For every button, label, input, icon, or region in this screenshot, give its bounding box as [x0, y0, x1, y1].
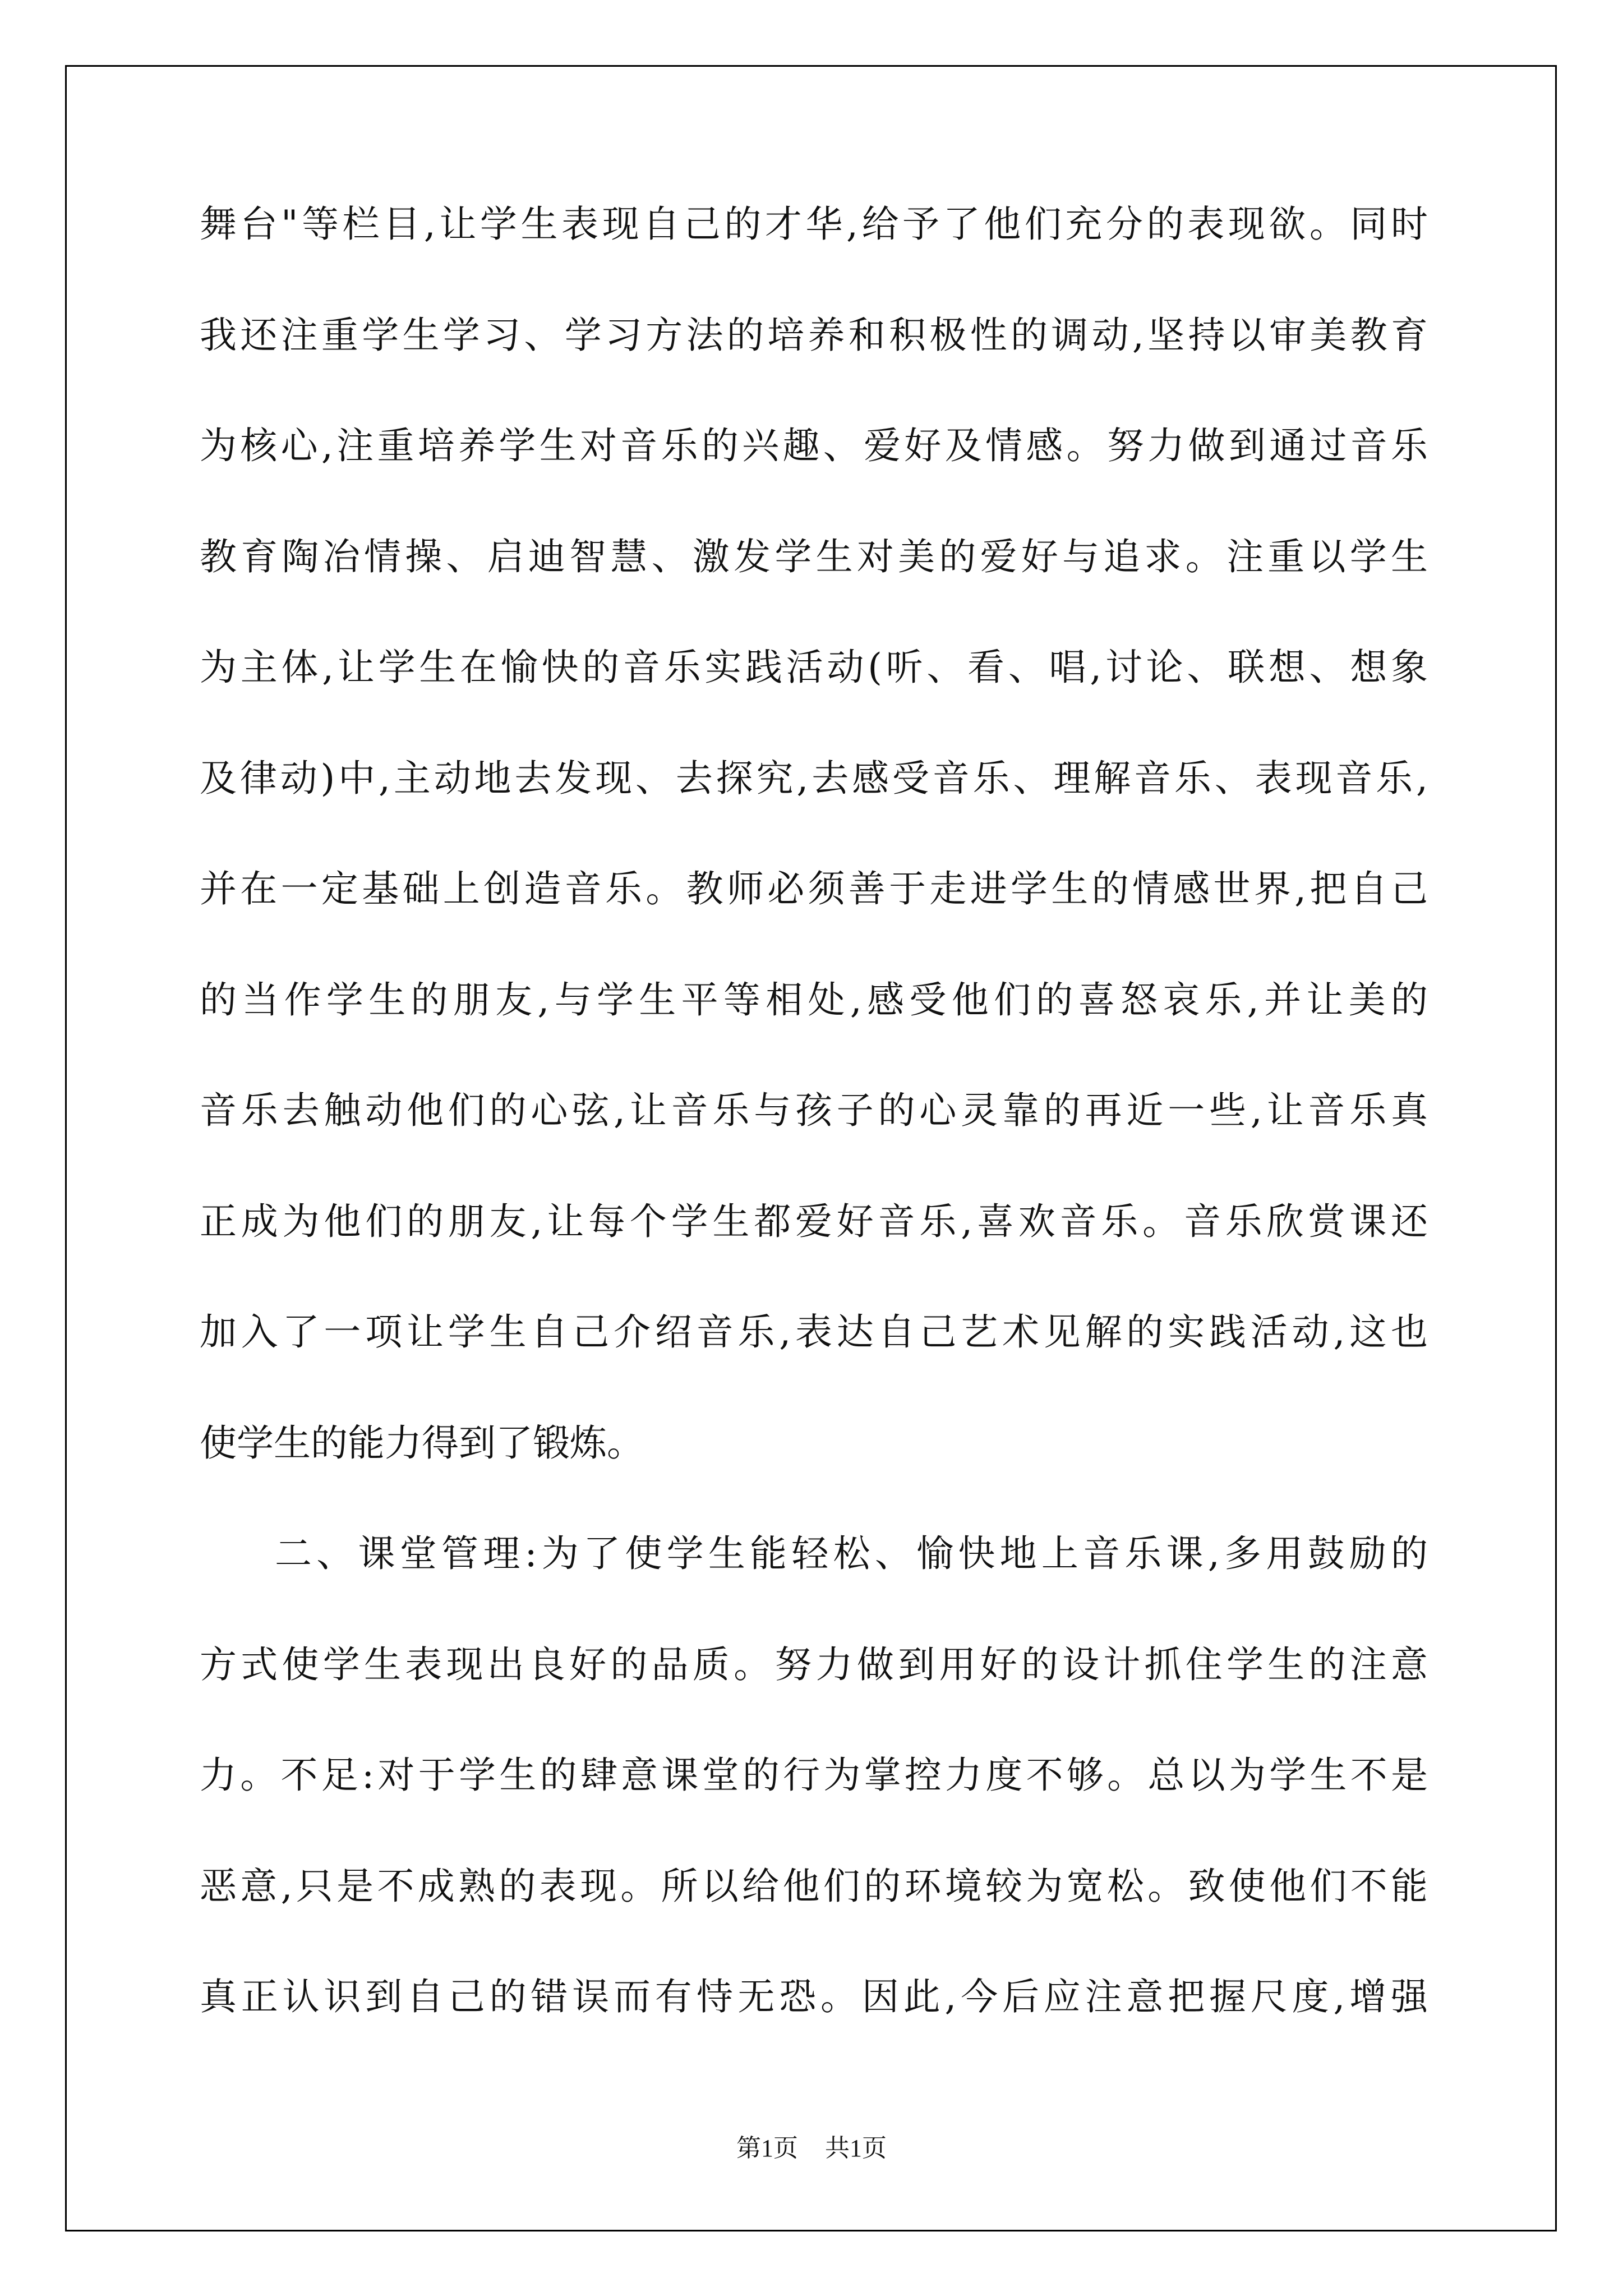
text-line: 及律动)中,主动地去发现、去探究,去感受音乐、理解音乐、表现音乐,: [200, 757, 1428, 800]
text-line: 真正认识到自己的错误而有恃无恐。因此,今后应注意把握尺度,增强: [200, 1975, 1428, 2018]
text-line: 恶意,只是不成熟的表现。所以给他们的环境较为宽松。致使他们不能: [200, 1865, 1428, 1908]
text-line: 为主体,让学生在愉快的音乐实践活动(听、看、唱,讨论、联想、想象: [200, 646, 1428, 689]
total-pages: 共1页: [825, 2134, 887, 2162]
text-line: 我还注重学生学习、学习方法的培养和积极性的调动,坚持以审美教育: [200, 314, 1428, 357]
text-line: 正成为他们的朋友,让每个学生都爱好音乐,喜欢音乐。音乐欣赏课还: [200, 1200, 1428, 1243]
text-line: 音乐去触动他们的心弦,让音乐与孩子的心灵靠的再近一些,让音乐真: [200, 1089, 1428, 1132]
text-line: 加入了一项让学生自己介绍音乐,表达自己艺术见解的实践活动,这也: [200, 1310, 1428, 1354]
text-line: 方式使学生表现出良好的品质。努力做到用好的设计抓住学生的注意: [200, 1643, 1428, 1686]
text-line: 为核心,注重培养学生对音乐的兴趣、爱好及情感。努力做到通过音乐: [200, 424, 1428, 467]
text-line: 教育陶冶情操、启迪智慧、激发学生对美的爱好与追求。注重以学生: [200, 535, 1428, 578]
text-line: 力。不足:对于学生的肆意课堂的行为掌控力度不够。总以为学生不是: [200, 1754, 1428, 1797]
text-line: 使学生的能力得到了锻炼。: [200, 1421, 644, 1465]
page-footer: [0, 2132, 1623, 2165]
text-line: 舞台"等栏目,让学生表现自己的才华,给予了他们充分的表现欲。同时: [200, 203, 1428, 246]
text-line: 的当作学生的朋友,与学生平等相处,感受他们的喜怒哀乐,并让美的: [200, 978, 1428, 1022]
page-number: 第1页: [736, 2134, 798, 2162]
paragraph-heading-line: 二、课堂管理:为了使学生能轻松、愉快地上音乐课,多用鼓励的: [275, 1532, 1428, 1575]
text-line: 并在一定基础上创造音乐。教师必须善于走进学生的情感世界,把自己: [200, 867, 1428, 910]
